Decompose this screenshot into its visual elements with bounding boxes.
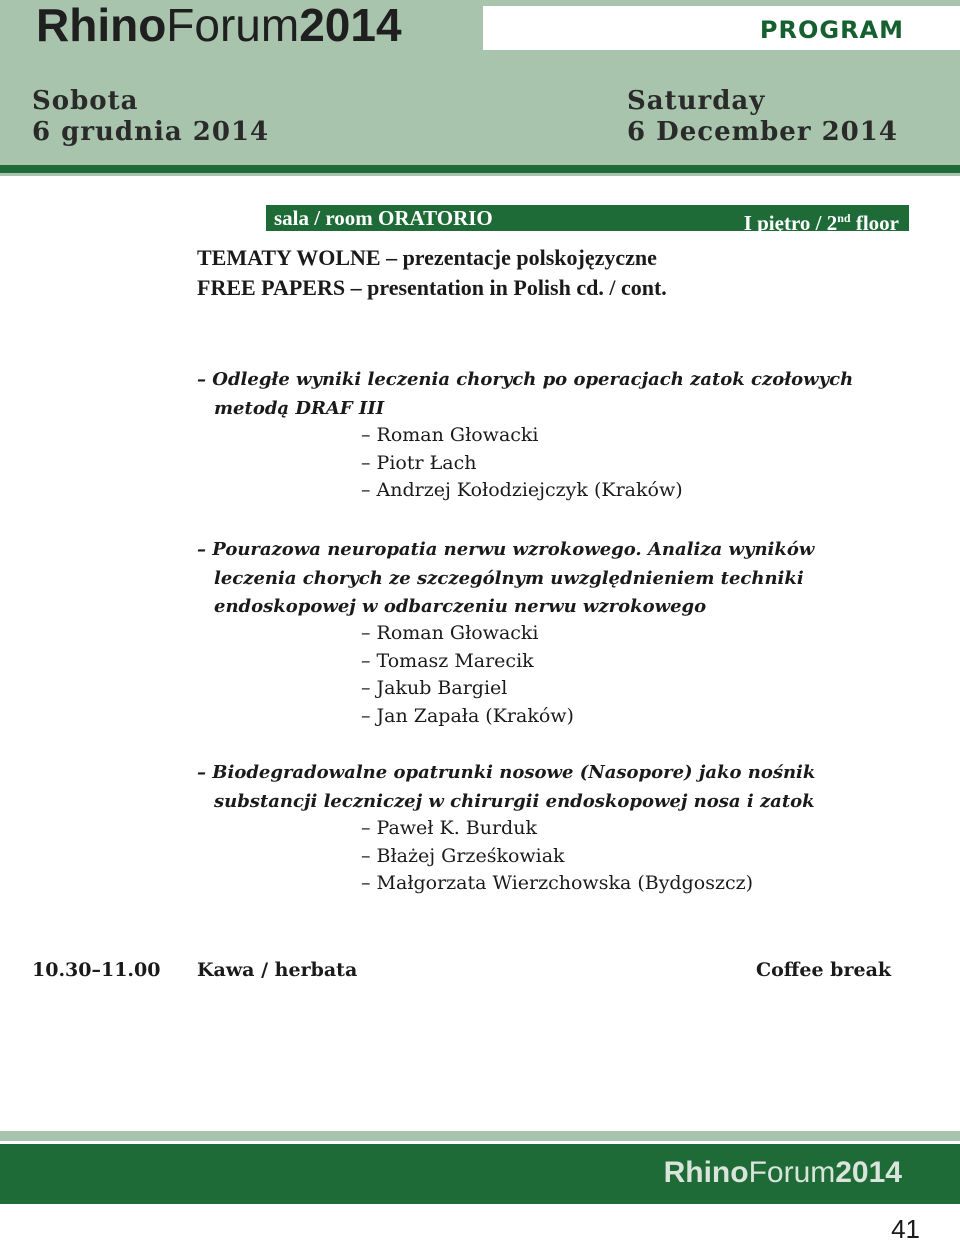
break-label-english: Coffee break [756, 959, 892, 981]
session-heading-english: FREE PAPERS – presentation in Polish cd. / cont. [197, 275, 667, 300]
room-floor [744, 205, 899, 236]
rhinoforum-logo [36, 0, 402, 51]
break-time: 10.30–11.00 [32, 959, 161, 981]
header-divider-light [0, 173, 960, 176]
logo-rhino: Rhino [36, 0, 167, 51]
author: – Błażej Grześkowiak [361, 844, 565, 867]
session-heading [197, 243, 667, 303]
talk-authors-2 [361, 620, 574, 730]
footer-divider-light [0, 1131, 960, 1141]
footer-rhinoforum-logo [664, 1156, 902, 1190]
author: – Jakub Bargiel [361, 677, 508, 699]
date-text-english: 6 December 2014 [627, 117, 898, 147]
author: – Andrzej Kołodziejczyk (Kraków) [361, 479, 683, 501]
day-name-polish: Sobota [32, 86, 139, 116]
break-label-polish: Kawa / herbata [197, 959, 358, 981]
author: – Roman Głowacki [361, 424, 539, 446]
author: – Roman Głowacki [361, 622, 539, 644]
page-number: 41 [891, 1214, 920, 1244]
talk-title-text: – Pourazowa neuropatia nerwu wzrokowego. Analiza wyników leczenia chorych ze szczególnym uwzględnieniem techniki endoskopowej w odbarczeniu nerwu wzrokowego [197, 539, 815, 617]
footer-logo-year: 2014 [835, 1156, 902, 1189]
header-divider [0, 165, 960, 173]
author: – Małgorzata Wierzchowska (Bydgoszcz) [361, 872, 754, 894]
talk-authors-1 [361, 422, 683, 505]
author: – Piotr Łach [361, 451, 477, 474]
program-label: PROGRAM [759, 16, 904, 44]
date-polish [32, 86, 269, 148]
footer-logo-forum: Forum [748, 1156, 836, 1189]
room-floor-ordinal: nd [837, 211, 851, 225]
author: – Tomasz Marecik [361, 649, 534, 672]
author: – Jan Zapała (Kraków) [361, 704, 574, 727]
logo-year: 2014 [299, 0, 402, 51]
footer-bar [0, 1144, 960, 1204]
footer-logo-rhino: Rhino [663, 1156, 749, 1189]
room-floor-tail: floor [850, 211, 899, 235]
day-name-english: Saturday [627, 86, 766, 116]
page-header [0, 0, 960, 165]
room-floor-main: I piętro / 2 [743, 211, 838, 235]
talk-title-1 [197, 366, 874, 423]
author: – Paweł K. Burduk [361, 817, 537, 839]
talk-title-2 [197, 536, 874, 622]
talk-title-text: – Odległe wyniki leczenia chorych po operacjach zatok czołowych metodą DRAF III [197, 369, 854, 419]
logo-forum: Forum [166, 0, 300, 51]
talk-authors-3 [361, 815, 753, 898]
date-text-polish: 6 grudnia 2014 [32, 117, 270, 147]
talk-title-text: – Biodegradowalne opatrunki nosowe (Nasopore) jako nośnik substancji leczniczej w chirurgii endoskopowej nosa i zatok [197, 762, 816, 812]
date-english [627, 86, 898, 148]
talk-title-3 [197, 759, 874, 816]
program-label-box [483, 6, 960, 50]
room-bar [266, 205, 909, 235]
room-name: sala / room ORATORIO [274, 206, 493, 230]
session-heading-polish: TEMATY WOLNE – prezentacje polskojęzyczne [197, 245, 657, 270]
